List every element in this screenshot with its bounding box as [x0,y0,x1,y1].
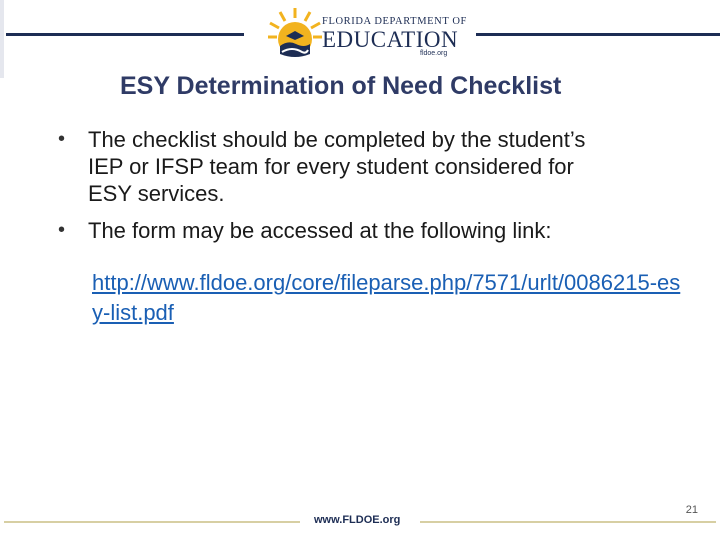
footer-divider-right [420,521,716,523]
header-divider-left [6,33,244,36]
slide-header [0,0,720,80]
logo-department-text: FLORIDA DEPARTMENT OF [322,16,467,27]
sun-emblem-icon [266,6,324,64]
bullet-marker-icon: • [58,219,66,241]
logo-education-text: EDUCATION [322,27,459,52]
checklist-link[interactable]: http://www.fldoe.org/core/fileparse.php/7571/urlt/0086215-esy-list.pdf [92,270,681,325]
bullet-text: The checklist should be completed by the student’s IEP or IFSP team for every student considered for ESY services. [88,127,586,206]
header-divider-right [476,33,720,36]
page-number: 21 [685,504,698,516]
bullet-item [58,126,688,207]
footer-divider-left [4,521,300,523]
fldoe-logo [262,4,467,64]
footer-website[interactable]: www.FLDOE.org [314,514,401,526]
bullet-text: The form may be accessed at the following link: [88,218,552,243]
bullet-list [58,126,688,254]
bullet-item [58,217,688,244]
bullet-marker-icon: • [58,128,66,150]
logo-url-text: fldoe.org [420,50,448,57]
slide-title: ESY Determination of Need Checklist [120,72,562,100]
